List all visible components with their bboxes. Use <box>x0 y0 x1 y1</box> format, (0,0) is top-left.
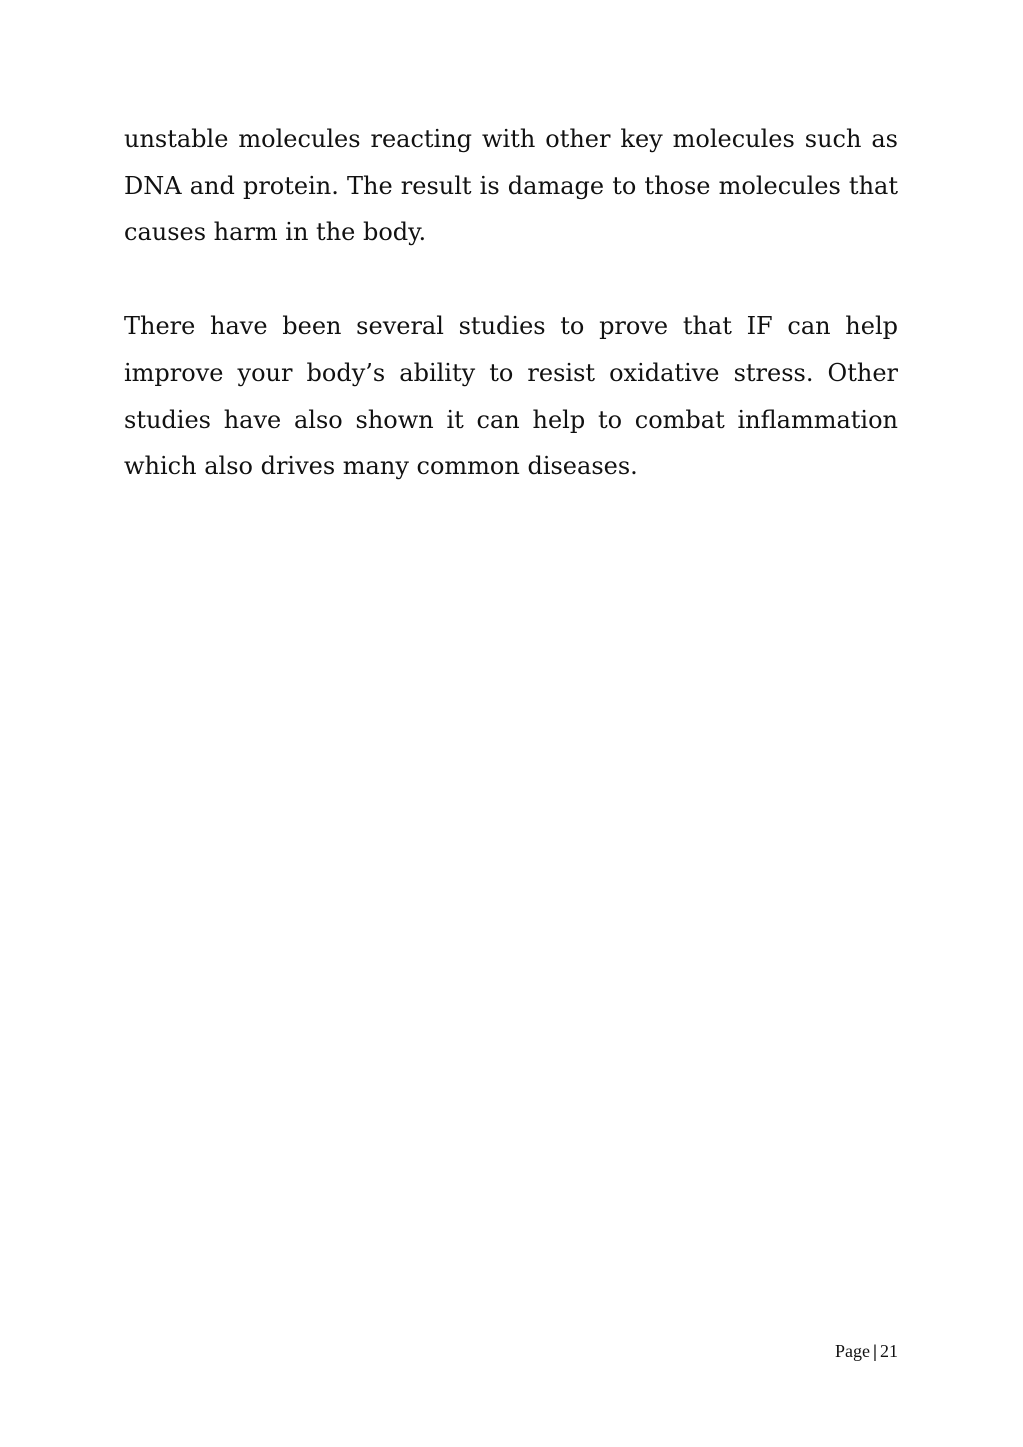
page-content <box>124 116 898 490</box>
page-footer <box>835 1339 898 1363</box>
page-number: 21 <box>880 1341 898 1361</box>
body-paragraph-1: unstable molecules reacting with other key molecules such as DNA and protein. The result is damage to those molecules that causes harm in the body. <box>124 125 898 247</box>
body-paragraph-2: There have been several studies to prove that IF can help improve your body’s ability to resist oxidative stress. Other studies have also shown it can help to combat inflammation which also drives many common diseases. <box>124 312 898 481</box>
page-label: Page <box>835 1341 871 1361</box>
page-separator: | <box>873 1341 877 1361</box>
